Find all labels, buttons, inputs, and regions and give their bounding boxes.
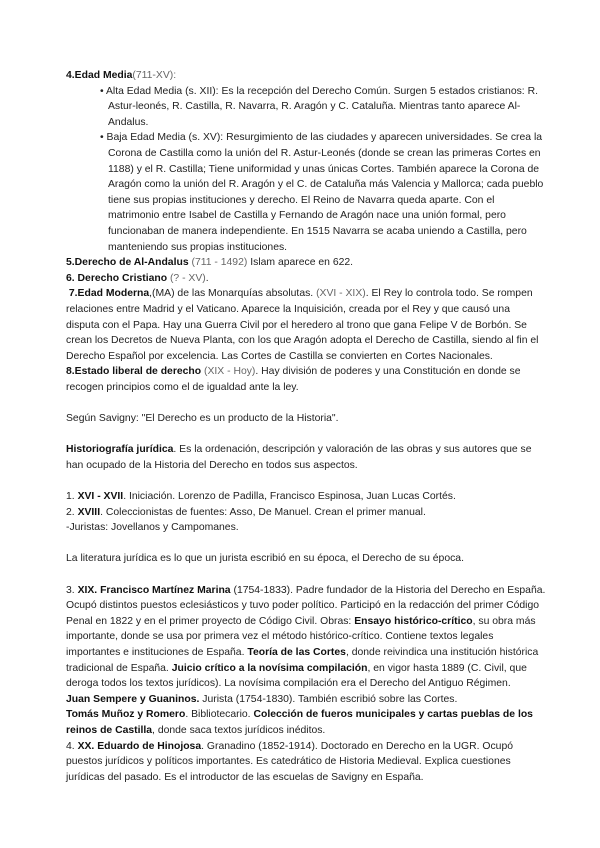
historiografia-paragraph: Historiografía jurídica. Es la ordenación, descripción y valoración de las obras y sus autores que se han ocupado de la Historia del Derecho en todos sus aspectos. [66,444,532,471]
list-item-2: 2. XVIII. Coleccionistas de fuentes: Asso, De Manuel. Crean el primer manual. [66,506,426,518]
item-4-hinojosa: 4. XX. Eduardo de Hinojosa. Granadino (1852-1914). Doctorado en Derecho en la UGR. Ocupó puestos jurídicos y políticos importantes. Es catedrático de Historia Medieval. Explica cuestiones jurídicas del pasado. Es el introductor de las escuelas de Savigny en España. [66,740,514,783]
section-5: 5.Derecho de Al-Andalus (711 - 1492) Islam aparece en 622. [66,257,354,269]
munoz-paragraph: Tomás Muñoz y Romero. Bibliotecario. Colección de fueros municipales y cartas pueblas de los reinos de Castilla, donde saca textos jurídicos inéditos. [66,709,533,736]
list-item-1: 1. XVI - XVII. Iniciación. Lorenzo de Padilla, Francisco Espinosa, Juan Lucas Cortés. [66,491,456,503]
list-item-2-sub: -Juristas: Jovellanos y Campomanes. [66,522,239,534]
document-page [66,68,546,785]
item-3-martinez-marina: 3. XIX. Francisco Martínez Marina (1754-1833). Padre fundador de la Historia del Derecho en España. Ocupó distintos puestos eclesiásticos y tuvo poder político. Participó en la redacción del primer Código Penal en 1822 y en el primer proyecto de Código Civil. Obras: Ensayo histórico-crítico, su obra más importante, donde se usa por primera vez el método histórico-crítico. Contiene textos legales importantes e instituciones de España. Teoría de las Cortes, donde reivindica una institución histórica tradicional de España. Juicio crítico a la novísima compilación, en vigor hasta 1889 (C. Civil, que deroga todos los textos jurídicos). La novísima compilación era el Derecho del Antiguo Régimen. [66,584,546,690]
savigny-quote: Según Savigny: "El Derecho es un producto de la Historia". [66,413,339,425]
section-7: 7.Edad Moderna,(MA) de las Monarquías absolutas. (XVI - XIX). El Rey lo controla todo. Se rompen relaciones entre Madrid y el Vaticano. Aparece la Inquisición, creada por el Rey y que causó una disputa con el Papa. Hay una Guerra Civil por el heredero al trono que gana Felipe V de Borbón. Se crean los Decretos de Nueva Planta, con los que Aragón adopta el Derecho de Castilla, siendo al fin el Derecho Español por excelencia. Las Cortes de Castilla se convierten en Cortes Nacionales. [66,288,539,362]
bullet-alta-edad-media: • Alta Edad Media (s. XII): Es la recepción del Derecho Común. Surgen 5 estados cristianos: R. Astur-leonés, R. Castilla, R. Navarra, R. Aragón y C. Cataluña. Mientras tanto aparece Al-Andalus. [100,85,538,128]
bullet-baja-edad-media: • Baja Edad Media (s. XV): Resurgimiento de las ciudades y aparecen universidades. Se crea la Corona de Castilla como la unión del R. Astur-Leonés (donde se crean las primeras Cortes en 1188) y el R. Castilla; Tiene uniformidad y unas únicas Cortes. También aparece la Corona de Aragón como la unión del R. Aragón y el C. de Cataluña más Valencia y Mallorca; cada pueblo tiene sus propias instituciones y derecho. El Reino de Navarra queda aparte. Con el matrimonio entre Isabel de Castilla y Fernando de Aragón nace una unión formal, pero funcionaban de manera independiente. En 1515 Navarra se acaba uniendo a Castilla, pero manteniendo sus propias instituciones. [100,132,544,253]
literatura-paragraph: La literatura jurídica es lo que un jurista escribió en su época, el Derecho de su época. [66,553,464,565]
section-6: 6. Derecho Cristiano (? - XV). [66,272,209,284]
sempere-paragraph: Juan Sempere y Guaninos. Jurista (1754-1830). También escribió sobre las Cortes. [66,693,458,705]
section-8: 8.Estado liberal de derecho (XIX - Hoy). Hay división de poderes y una Constitución en donde se recogen principios como el de igualdad ante la ley. [66,366,521,393]
section-4-heading: 4.Edad Media(711-XV): [66,70,177,81]
